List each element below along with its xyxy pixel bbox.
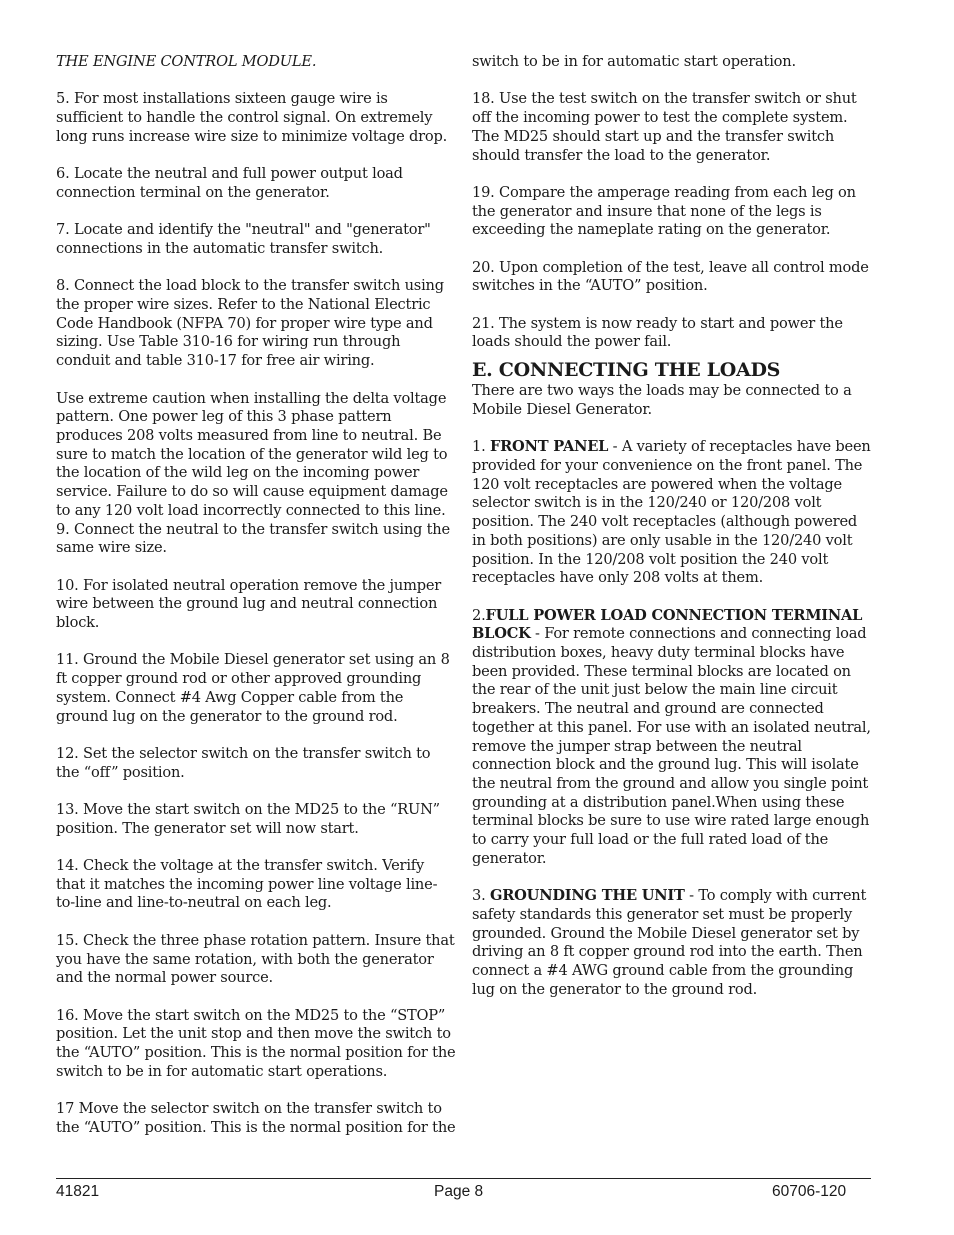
step-6: 6. Locate the neutral and full power output load connection terminal on the generator. — [56, 165, 403, 201]
item-text: - For remote connections and connecting load distribution boxes, heavy duty terminal blocks have been provided. These terminal blocks are located on the rear of the unit just below the main line circuit breakers. The neutral and ground are connected together at this panel. For use with an isolated neutral, remove the jumper strap between the neutral connection block and the ground lug. This will isolate the neutral from the ground and allow you single point grounding at a distribution panel.When using these terminal blocks be sure to use wire rated large enough to carry your full load or the full rated load of the generator. — [472, 625, 871, 867]
footer-page-number: Page 8 — [434, 1183, 484, 1200]
step-17-continuation: switch to be in for automatic start operation. — [472, 53, 796, 70]
step-14: 14. Check the voltage at the transfer switch. Verify that it matches the incoming power line voltage line-to-line and line-to-neutral on each leg. — [56, 857, 438, 912]
step-15: 15. Check the three phase rotation pattern. Insure that you have the same rotation, with both the generator and the normal power source. — [56, 931, 455, 987]
step-19: 19. Compare the amperage reading from each leg on the generator and insure that none of the legs is exceeding the nameplate rating on the generator. — [472, 183, 856, 239]
step-11: 11. Ground the Mobile Diesel generator set using an 8 ft copper ground rod or other approved grounding system. Connect #4 Awg Copper cable from the ground lug on the generator to the ground rod. — [56, 651, 450, 725]
step-17: 17 Move the selector switch on the transfer switch to the “AUTO” position. This is the normal position for the — [56, 1100, 456, 1136]
step-20: 20. Upon completion of the test, leave all control mode switches in the “AUTO” position. — [472, 258, 869, 295]
step-9: 9. Connect the neutral to the transfer switch using the same wire size. — [56, 520, 450, 557]
item-title: FRONT PANEL — [489, 438, 609, 456]
right-column — [472, 53, 872, 1018]
item-text: - To comply with current safety standards this generator set must be properly grounded. Ground the Mobile Diesel generator set by driving an 8 ft copper ground rod into the earth. Then connect a #4 AWG ground cable from the grounding lug on the generator to the ground rod. — [472, 887, 867, 998]
step-13: 13. Move the start switch on the MD25 to the “RUN” position. The generator set will now start. — [56, 800, 440, 837]
item-number: 3. — [472, 887, 490, 905]
step-16: 16. Move the start switch on the MD25 to the “STOP” position. Let the unit stop and then move the switch to the “AUTO” position. This is the normal position for the switch to be in for automatic start operations. — [56, 1006, 456, 1080]
step-8: 8. Connect the load block to the transfer switch using the proper wire sizes. Refer to the National Electric Code Handbook (NFPA 70) for proper wire type and sizing. Use Table 310-16 for wiring run through conduit and table 310-17 for free air wiring. — [56, 277, 444, 370]
footer-part-number: 60706-120 — [772, 1183, 847, 1200]
item-number: 2. — [472, 606, 486, 624]
left-column — [56, 53, 456, 1156]
item-title: GROUNDING THE UNIT — [489, 887, 685, 905]
section-heading: E. CONNECTING THE LOADS — [472, 359, 781, 382]
item-title: FULL POWER LOAD CONNECTION TERMINAL BLOCK — [472, 606, 863, 643]
load-option-terminal-block — [472, 607, 872, 869]
footer-rule — [56, 1178, 871, 1179]
step-7: 7. Locate and identify the "neutral" and "generator" connections in the automatic transfer switch. — [56, 221, 431, 257]
footer-doc-number: 41821 — [56, 1183, 100, 1200]
load-option-front-panel — [472, 438, 872, 588]
delta-voltage-caution: Use extreme caution when installing the delta voltage pattern. One power leg of this 3 phase pattern produces 208 volts measured from line to neutral. Be sure to match the location of the generator wild leg to the location of the wild leg on the incoming power service. Failure to do so will cause equipment damage to any 120 volt load incorrectly connected to this line. — [56, 389, 448, 519]
grounding-the-unit — [472, 887, 872, 999]
step-21: 21. The system is now ready to start and power the loads should the power fail. — [472, 314, 843, 351]
step-5: 5. For most installations sixteen gauge wire is sufficient to handle the control signal. On extremely long runs increase wire size to minimize voltage drop. — [56, 90, 448, 145]
section-intro: There are two ways the loads may be connected to a Mobile Diesel Generator. — [472, 382, 852, 418]
item-number: 1. — [472, 438, 490, 456]
module-heading-continuation: THE ENGINE CONTROL MODULE. — [56, 53, 317, 70]
step-12: 12. Set the selector switch on the transfer switch to the “off” position. — [56, 744, 431, 781]
step-18: 18. Use the test switch on the transfer switch or shut off the incoming power to test the complete system. The MD25 should start up and the transfer switch should transfer the load to the generator. — [472, 90, 857, 164]
item-text: - A variety of receptacles have been provided for your convenience on the front panel. The 120 volt receptacles are powered when the voltage selector switch is in the 120/240 or 120/208 volt position. The 240 volt receptacles (although powered in both positions) are only usable in the 120/240 volt position. In the 120/208 volt position the 240 volt receptacles have only 208 volts at them. — [472, 438, 871, 587]
step-10: 10. For isolated neutral operation remove the jumper wire between the ground lug and neutral connection block. — [56, 576, 442, 631]
